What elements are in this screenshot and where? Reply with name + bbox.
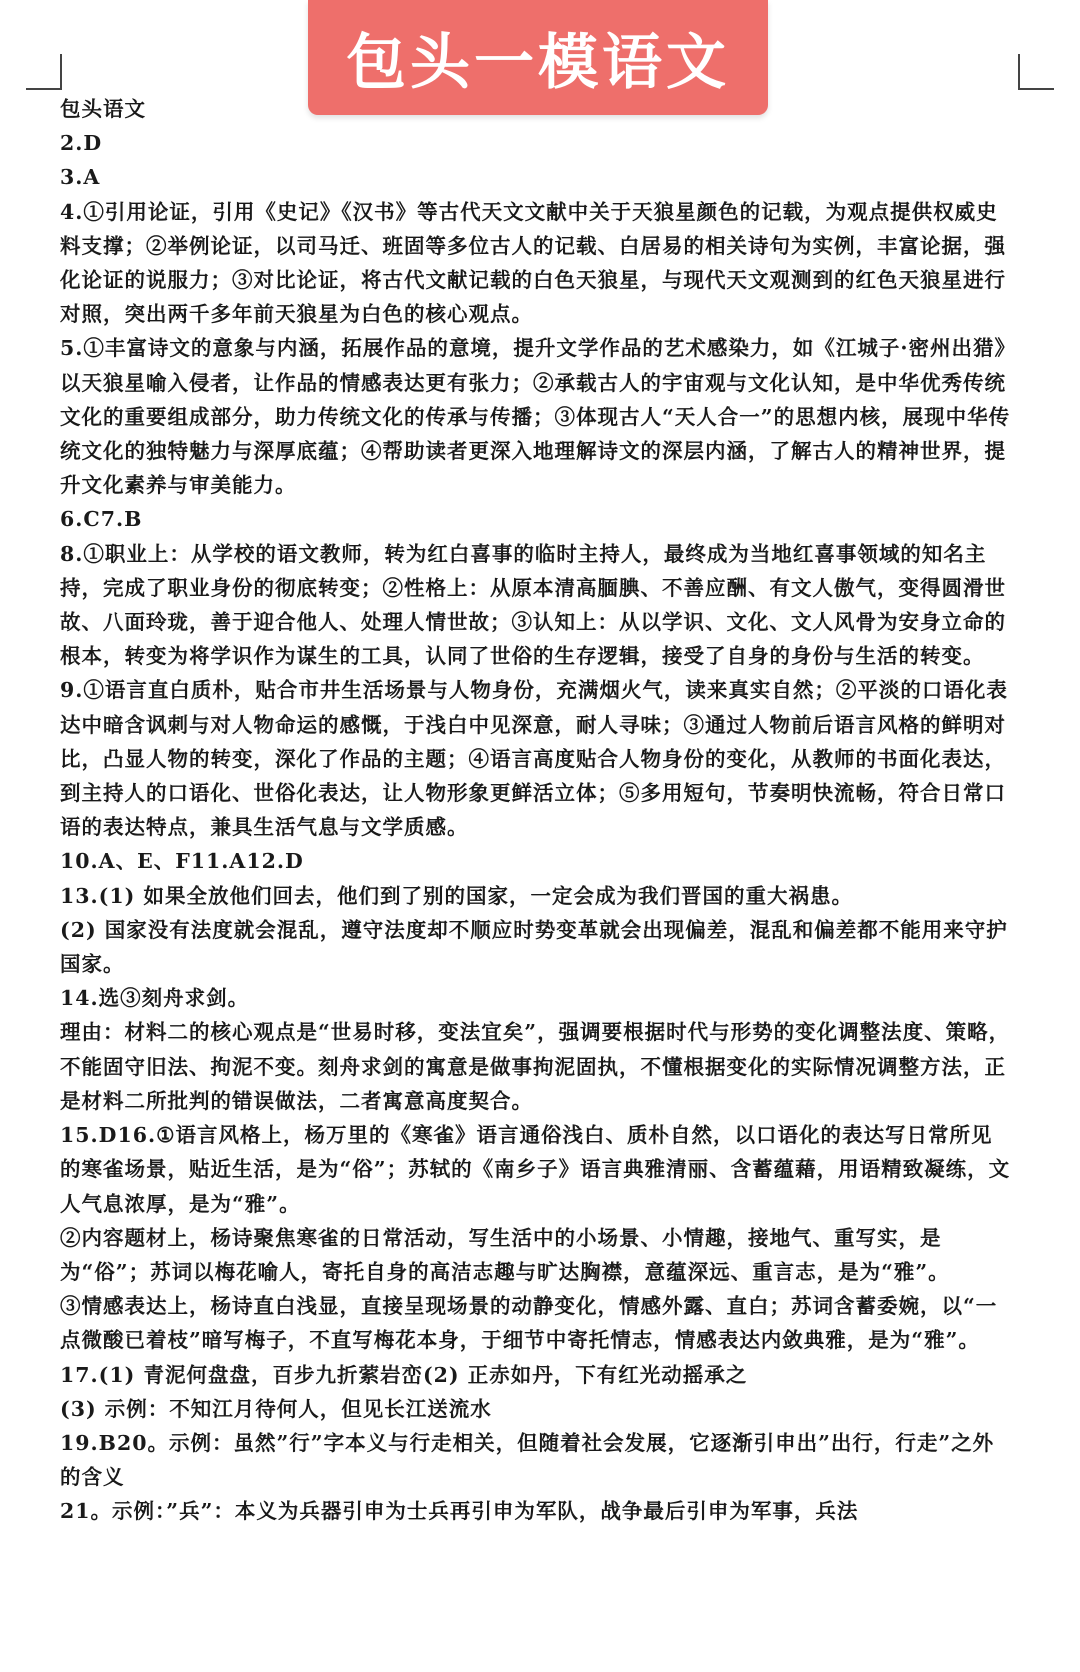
doc-heading: 包头语文 <box>60 97 146 121</box>
answer-document <box>60 92 1012 1529</box>
crop-mark-left <box>26 54 62 90</box>
answer-8: 8.①职业上：从学校的语文教师，转为红白喜事的临时主持人，最终成为当地红喜事领域的知名主持，完成了职业身份的彻底转变；②性格上：从原本清高腼腆、不善应酬、有文人傲气，变得圆滑世故、八面玲珑，善于迎合他人、处理人情世故；③认知上：从以学识、文化、文人风骨为安身立命的根本，转变为将学识作为谋生的工具，认同了世俗的生存逻辑，接受了自身的身份与生活的转变。 <box>60 541 1006 669</box>
banner-title: 包头一模语文 <box>346 27 730 98</box>
answer-19-20: 19.B20。示例：虽然”行”字本义与行走相关，但随着社会发展，它逐渐引申出”出行，行走”之外的含义 <box>60 1430 995 1490</box>
answer-9: 9.①语言直白质朴，贴合市井生活场景与人物身份，充满烟火气，读来真实自然；②平淡的口语化表达中暗含讽刺与对人物命运的感慨，于浅白中见深意，耐人寻味；③通过人物前后语言风格的鲜明对比，凸显人物的转变，深化了作品的主题；④语言高度贴合人物身份的变化，从教师的书面化表达，到主持人的口语化、世俗化表达，让人物形象更鲜活立体；⑤多用短句，节奏明快流畅，符合日常口语的表达特点，兼具生活气息与文学质感。 <box>60 678 1008 840</box>
answer-16-part2: ②内容题材上，杨诗聚焦寒雀的日常活动，写生活中的小场景、小情趣，接地气、重写实，是为“俗”；苏词以梅花喻人，寄托自身的高洁志趣与旷达胸襟，意蕴深远、重言志，是为“雅”。 <box>60 1225 950 1284</box>
answer-15-16-part1: 15.D16.①语言风格上，杨万里的《寒雀》语言通俗浅白、质朴自然，以口语化的表达写日常所见的寒雀场景，贴近生活，是为“俗”；苏轼的《南乡子》语言典雅清丽、含蓄蕴藉，用语精致凝练，文人气息浓厚，是为“雅”。 <box>60 1123 1011 1216</box>
answer-6-7: 6.C7.B <box>60 507 143 532</box>
answer-3: 3.A <box>60 165 101 190</box>
answer-10-12: 10.A、E、F11.A12.D <box>60 849 304 874</box>
answer-5: 5.①丰富诗文的意象与内涵，拓展作品的意境，提升文学作品的艺术感染力，如《江城子·密州出猎》以天狼星喻入侵者，让作品的情感表达更有张力；②承载古人的宇宙观与文化认知，是中华优秀传统文化的重要组成部分，助力传统文化的传承与传播；③体现古人“天人合一”的思想内核，展现中华传统文化的独特魅力与深厚底蕴；④帮助读者更深入地理解诗文的深层内涵，了解古人的精神世界，提升文化素养与审美能力。 <box>60 336 1011 498</box>
answer-13-1: 13.(1) 如果全放他们回去，他们到了别的国家，一定会成为我们晋国的重大祸患。 <box>60 883 853 908</box>
answer-14: 14.选③刻舟求剑。 <box>60 986 250 1011</box>
crop-mark-right <box>1018 54 1054 90</box>
answer-17-3: (3) 示例：不知江月待何人，但见长江送流水 <box>60 1396 492 1421</box>
answer-13-2: (2) 国家没有法度就会混乱，遵守法度却不顺应时势变革就会出现偏差，混乱和偏差都不能用来守护国家。 <box>60 917 1008 977</box>
answer-2: 2.D <box>60 131 103 156</box>
answer-21: 21。示例：”兵”：本义为兵器引申为士兵再引申为军队，战争最后引申为军事，兵法 <box>60 1499 859 1524</box>
answer-17: 17.(1) 青泥何盘盘，百步九折萦岩峦(2) 正赤如丹，下有红光动摇承之 <box>60 1362 748 1387</box>
answer-16-part3: ③情感表达上，杨诗直白浅显，直接呈现场景的动静变化，情感外露、直白；苏词含蓄委婉，以“一点微酸已着枝”暗写梅子，不直写梅花本身，于细节中寄托情志，情感表达内敛典雅，是为“雅”。 <box>60 1294 998 1353</box>
answer-14-reason: 理由：材料二的核心观点是“世易时移，变法宜矣”，强调要根据时代与形势的变化调整法度、策略，不能固守旧法、拘泥不变。刻舟求剑的寓意是做事拘泥固执，不懂根据变化的实际情况调整方法，正是材料二所批判的错误做法，二者寓意高度契合。 <box>60 1020 1011 1113</box>
answer-4: 4.①引用论证，引用《史记》《汉书》等古代天文文献中关于天狼星颜色的记载，为观点提供权威史料支撑；②举例论证，以司马迁、班固等多位古人的记载、白居易的相关诗句为实例，丰富论据，强化论证的说服力；③对比论证，将古代文献记载的白色天狼星，与现代天文观测到的红色天狼星进行对照，突出两千多年前天狼星为白色的核心观点。 <box>60 199 1006 327</box>
